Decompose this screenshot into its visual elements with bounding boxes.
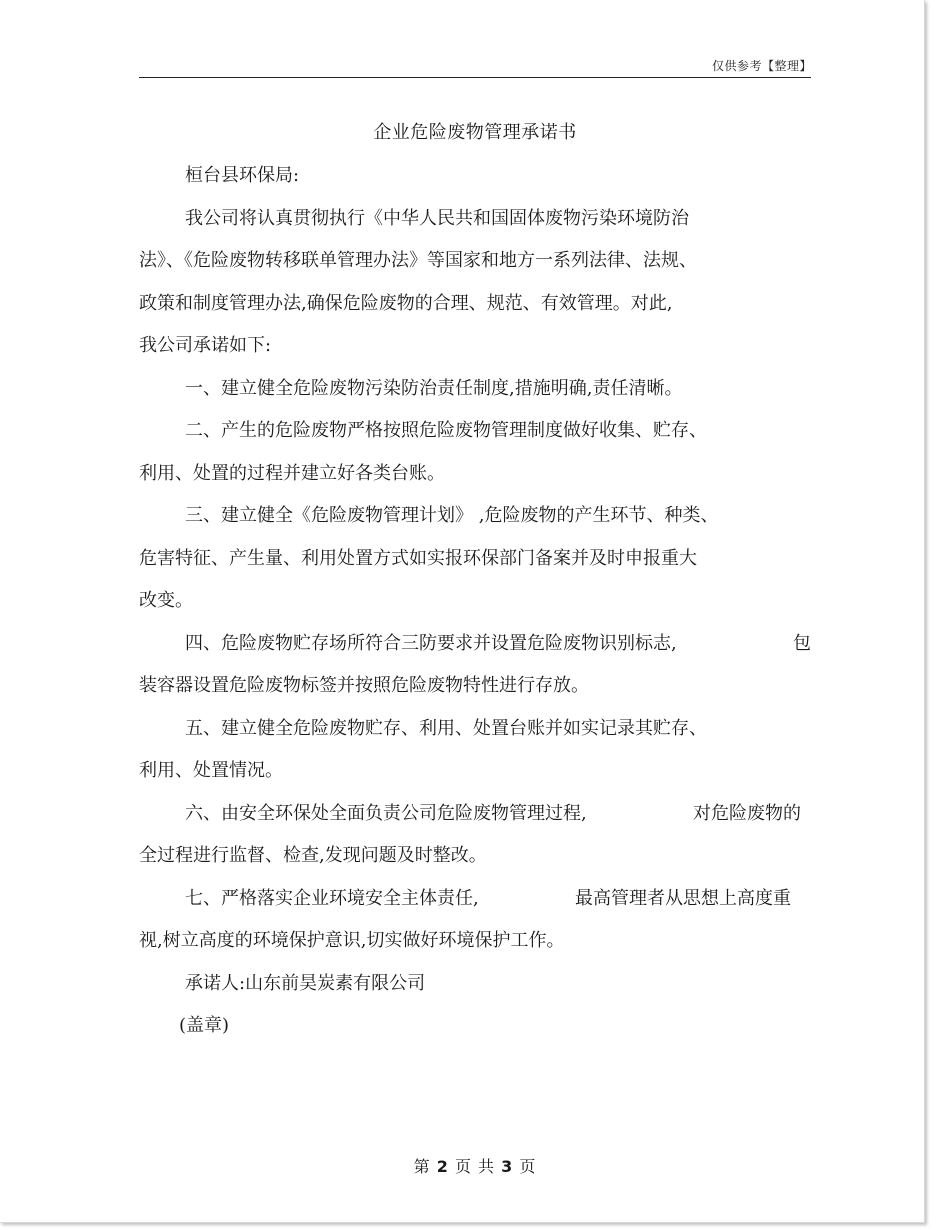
page-footer xyxy=(0,1154,950,1177)
item-2-line-2: 利用、处置的过程并建立好各类台账。 xyxy=(139,462,445,484)
header-note: 仅供参考【整理】 xyxy=(711,59,812,73)
item-6-line-1-left: 六、由安全环保处全面负责公司危险废物管理过程, xyxy=(185,802,587,824)
footer-total-pages: 3 xyxy=(501,1157,514,1176)
footer-current-page: 2 xyxy=(436,1157,449,1176)
intro-line-3: 政策和制度管理办法,确保危险废物的合理、规范、有效管理。对此, xyxy=(139,292,673,314)
signer: 承诺人:山东前昊炭素有限公司 xyxy=(185,972,426,994)
header-rule xyxy=(139,77,811,78)
document-body xyxy=(139,155,811,1048)
document-title: 企业危险废物管理承诺书 xyxy=(373,122,577,143)
intro-line-2: 法》、《危险废物转移联单管理办法》等国家和地方一系列法律、法规、 xyxy=(139,250,697,271)
item-7-line-1-left: 七、严格落实企业环境安全主体责任, xyxy=(185,887,479,909)
seal-note: (盖章) xyxy=(179,1015,230,1036)
item-4-line-1 xyxy=(139,623,811,666)
salutation: 桓台县环保局: xyxy=(185,165,300,186)
item-4-line-1-left: 四、危险废物贮存场所符合三防要求并设置危险废物识别标志, xyxy=(185,632,677,654)
item-6-line-2: 全过程进行监督、检查,发现问题及时整改。 xyxy=(139,845,487,866)
item-7-line-1 xyxy=(139,878,791,921)
item-2-line-1: 二、产生的危险废物严格按照危险废物管理制度做好收集、贮存、 xyxy=(185,420,707,441)
item-3-line-1: 三、建立健全《危险废物管理计划》 ,危险废物的产生环节、种类、 xyxy=(185,505,719,526)
intro-line-1: 我公司将认真贯彻执行《中华人民共和国固体废物污染环境防治 xyxy=(185,207,689,229)
item-3-line-3: 改变。 xyxy=(139,590,193,611)
item-1-line-1: 一、建立健全危险废物污染防治责任制度,措施明确,责任清晰。 xyxy=(185,377,683,399)
item-4-line-1-right: 包 xyxy=(793,632,811,654)
item-6-line-1 xyxy=(139,793,801,836)
item-6-line-1-right: 对危险废物的 xyxy=(693,802,801,824)
intro-line-4: 我公司承诺如下: xyxy=(139,335,272,356)
item-5-line-1: 五、建立健全危险废物贮存、利用、处置台账并如实记录其贮存、 xyxy=(185,717,707,739)
footer-label-end: 页 xyxy=(519,1157,537,1176)
footer-label-of: 页 共 xyxy=(454,1157,496,1176)
item-7-line-2: 视,树立高度的环境保护意识,切实做好环境保护工作。 xyxy=(139,930,565,951)
item-4-line-2: 装容器设置危险废物标签并按照危险废物特性进行存放。 xyxy=(139,675,589,696)
item-5-line-2: 利用、处置情况。 xyxy=(139,760,283,781)
item-3-line-2: 危害特征、产生量、利用处置方式如实报环保部门备案并及时申报重大 xyxy=(139,547,697,569)
item-7-line-1-right: 最高管理者从思想上高度重 xyxy=(575,887,791,909)
footer-label-page: 第 xyxy=(413,1157,431,1176)
